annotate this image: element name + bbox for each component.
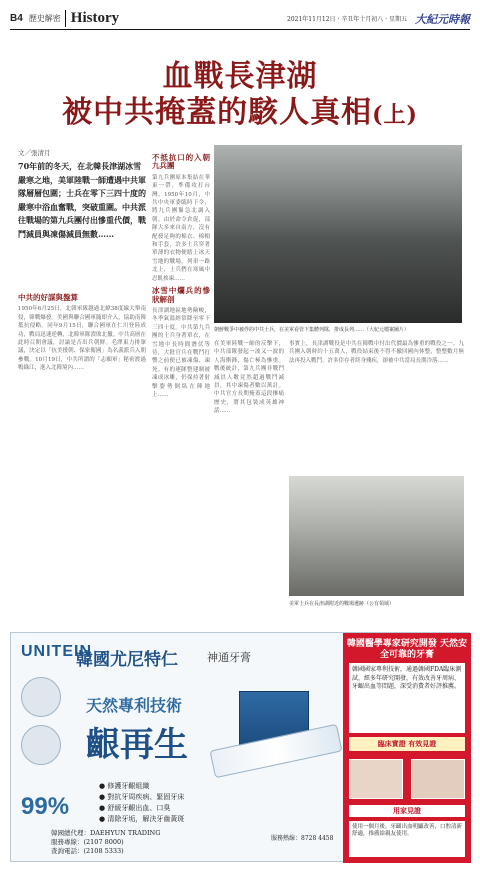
headline-line-1: 血戰長津湖 [162,59,318,94]
ad-side-band: 臨床實證 有效見證 [349,737,465,751]
ad-feature: ● 舒緩牙齦出血、口臭 [99,804,171,812]
subhead-2: 不抵抗口的入朝九兵團 [152,153,210,171]
page-number: B4 [10,13,23,24]
ad-phone-1: 服務專線：(2107 8000) [51,838,124,846]
ad-side-band-2: 用家見證 [349,805,465,817]
article-column-3 [214,340,284,620]
ad-brand: UNITEIN [21,643,92,660]
ad-product-sub: 神通牙膏 [207,651,251,664]
ad-side-panel [343,633,471,863]
article-column-1 [18,290,146,620]
ad-distributor: 韓國總代理：DAEHYUN TRADING [51,829,161,837]
ad-side-heading: 韓國醫學專家研究開發 天然安全可靠的牙膏 [346,639,468,660]
headline-main: 被中共掩蓋的駭人真相 [62,95,373,130]
ad-address [51,829,160,856]
ad-side-info: 韓國國家專利技術，通過韓國FDA臨床測試，經多年研究開發，有效改善牙周病、牙齦出血等問題，深受消費者好評推薦。 [349,663,465,733]
article-column-4 [289,340,464,470]
lead-paragraph: 70年前的冬天，在北韓長津湖冰雪嚴寒之地，美軍陸戰一師遭遇中共軍隊層層包圍；士兵在零下三四十度的嚴寒中浴血奮戰，突破重圍。中共派往戰場的第九兵團付出慘重代價，戰鬥減員與凍傷減員無數…… [18,161,146,239]
photo2-caption: 美軍士兵在長津湖附近的戰場遺跡（公有領域） [289,601,395,607]
award-seal-icon [21,725,61,765]
photo-battlefield [289,476,464,596]
byline: 文／張清月 [18,149,51,157]
headline-line-2 [0,96,480,131]
ad-hotline: 服務熱線：8728 4458 [271,835,334,842]
article-column-2 [152,150,210,620]
subhead-3: 冰雪中爛兵的慘狀解剖 [152,286,210,304]
body-text-4: 在美軍陸戰一師的反擊下，中共部隊發起一波又一波的人海衝鋒，傷亡極為慘重。戰後統計，第九兵團非戰鬥減員人數竟然超過戰鬥減員，其中凍傷者數以萬計。中共官方長期掩蓋這段慘痛歷史，將其包裝成英雄神話…… [214,341,284,415]
before-photo [349,759,403,799]
advertisement[interactable] [10,632,470,862]
headline-part: (上) [372,102,418,128]
section-label: 歷史解密 [28,14,61,23]
photo1-caption: 朝鮮戰爭中被俘的中共士兵，在美軍看管下集體列隊，排成長列……（大紀元檔案圖片） [214,327,410,333]
body-text-2: 第九兵團原本集結在華東一帶，準備攻打台灣。1950年10月，中共中央軍委臨時下令，將九兵團緊急北調入朝。由於命令倉促，部隊大多來自南方，沒有配發足夠的棉衣、棉帽和手套，許多士兵穿著單薄的衣物便踏上冰天雪地的戰場。列車一路北上，士兵們在寒風中忍飢挨凍…… [152,174,210,282]
ad-feature-list [99,781,184,825]
ad-feature: ● 清除牙垢，解決牙齒黃斑 [99,815,185,823]
ad-slogan: 齦再生 [86,725,188,765]
ad-feature: ● 對抗牙周疾病、緊固牙床 [99,793,185,801]
ad-feature: ● 修護牙齦組織 [99,782,150,790]
column-title: History [65,10,119,27]
after-photo [411,759,465,799]
body-text-5: 事實上，長津湖戰役是中共在韓戰中付出代價最為慘重的戰役之一。九兵團入朝時約十五萬人，戰役結束後不得不撤回國內休整，整整數月無法再投入戰鬥。許多倖存者終身殘疾，卻被中共當局長期冷落…… [289,341,464,364]
ad-phone-2: 查詢電話：(2108 5333) [51,847,124,855]
ad-testimonial: 使用一個月後，牙齦出血明顯改善，口腔清新舒適，推薦給親友使用。 [349,821,465,857]
body-text-3: 長津湖地區地勢險峻，冬季氣溫經常降至零下三四十度。中共第九兵團的士兵身著單衣，在雪地中長時間潛伏等待，大批官兵在戰鬥打響之前便已被凍傷、凍死。有的連隊整建制被凍成冰雕，仍保持著射擊姿勢倒臥在陣地上…… [152,307,210,398]
ad-percent-badge: 99% [21,793,70,820]
photo-pow-lineup [214,145,462,323]
body-text-1: 1950年6月25日，北韓軍隊越過北緯38度線大舉南侵，韓戰爆發。美國與聯合國軍隨即介入，協助南韓抵抗侵略。同年9月15日，聯合國軍在仁川登陸成功，戰局迅速逆轉，北韓軍隊潰敗北撤。中共高層在此時召開會議，討論是否出兵朝鮮。毛澤東力排眾議，決定以「抗美援朝、保家衛國」為名義派兵入朝參戰。10月19日，中共所謂的「志願軍」秘密渡過鴨綠江，進入北韓境內…… [18,306,146,372]
ad-tech-tagline: 天然專利技術 [86,696,183,715]
masthead-logo: 大紀元時報 [415,12,470,26]
subhead-1: 中共的好謀與盤算 [18,293,78,302]
page-header [10,8,470,30]
issue-date: 2021年11月12日 · 辛丑年十月初八 · 星期五 [287,16,407,23]
certification-seal-icon [21,677,61,717]
ad-product-name: 韓國尤尼特仁 [76,650,178,670]
